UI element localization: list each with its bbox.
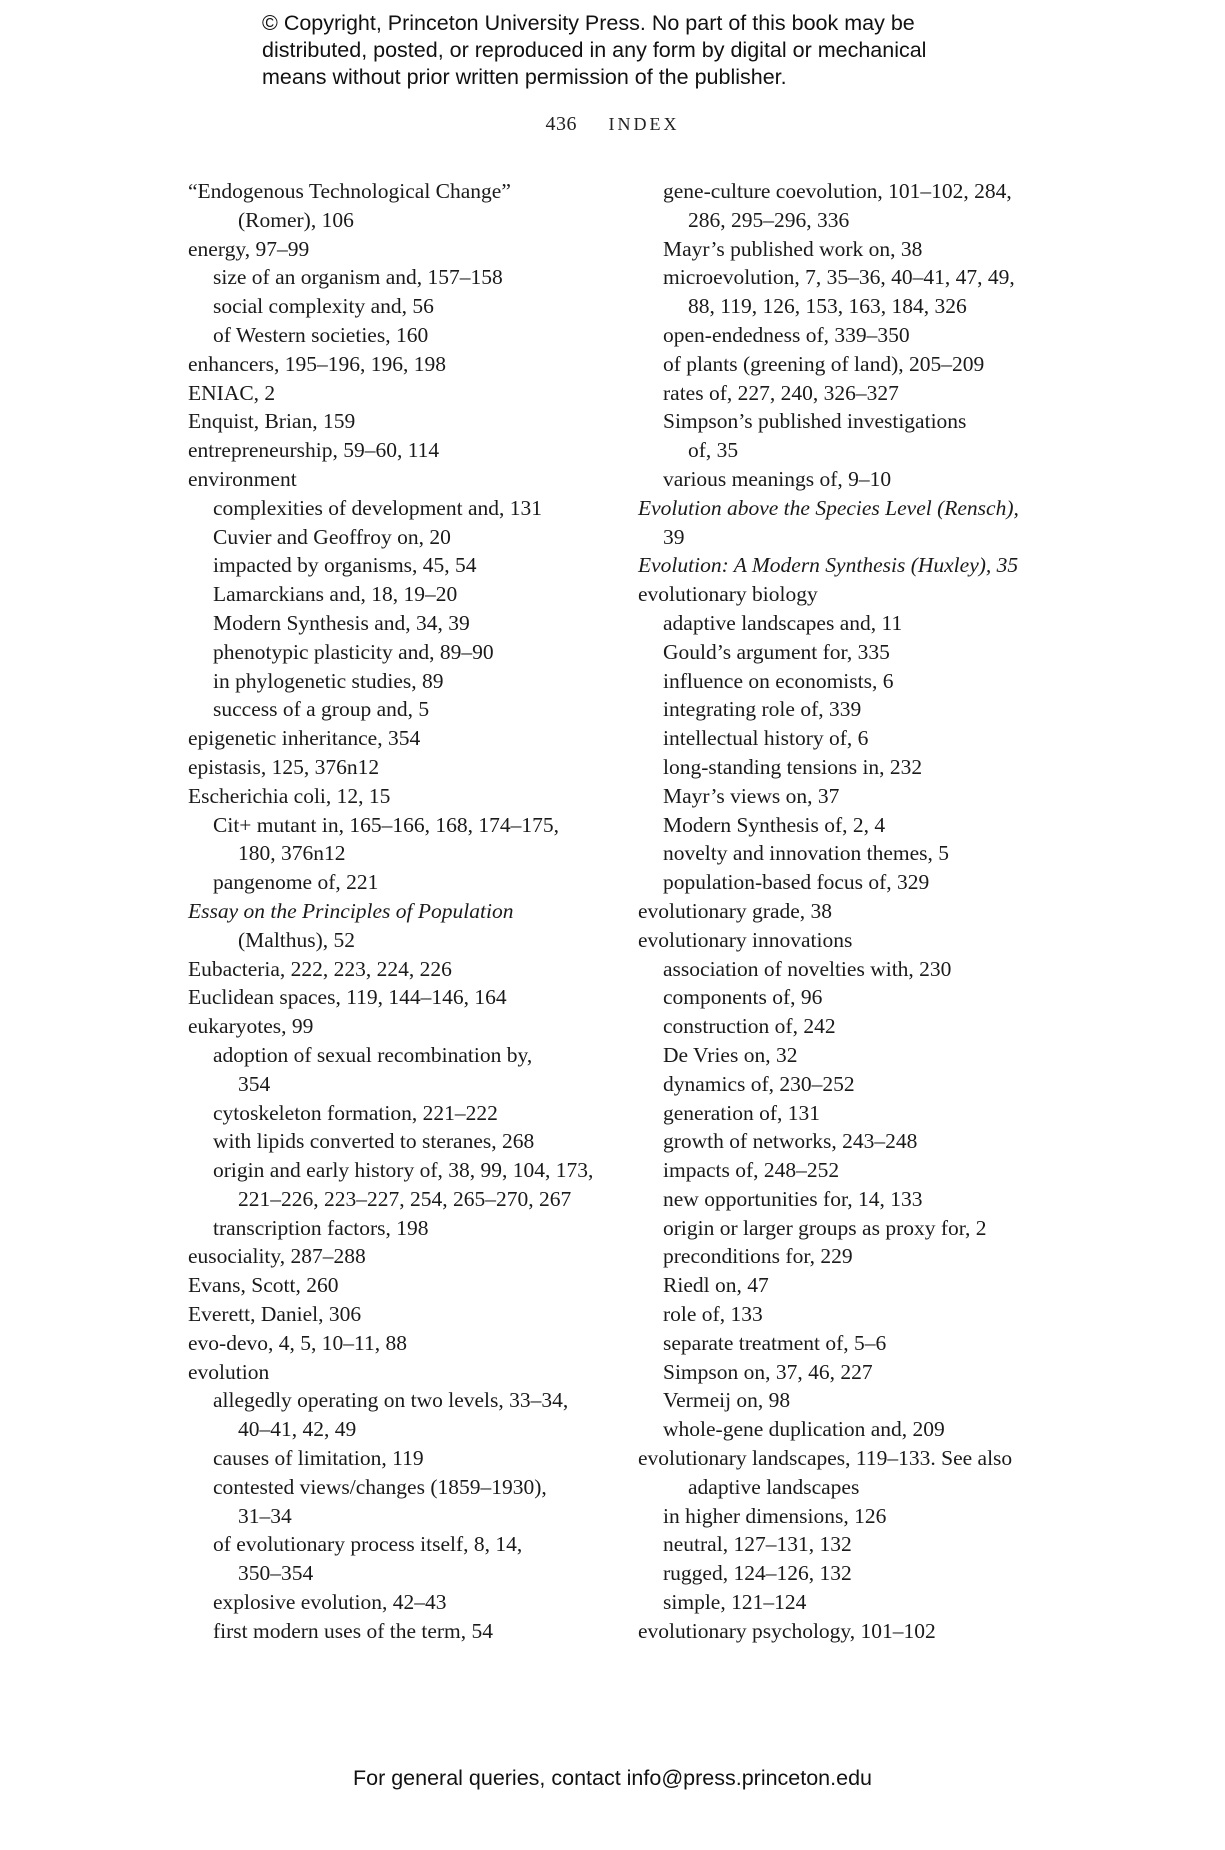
index-subentry-continuation: 350–354 [238,1561,314,1586]
index-subentry: of plants (greening of land), 205–209 [663,351,985,376]
index-subentry: various meanings of, 9–10 [663,466,892,491]
index-subentry: phenotypic plasticity and, 89–90 [213,639,494,664]
index-entry: evo-devo, 4, 5, 10–11, 88 [188,1330,407,1355]
index-subentry: with lipids converted to steranes, 268 [213,1129,535,1154]
index-subentry: allegedly operating on two levels, 33–34, [213,1388,569,1413]
index-subentry: construction of, 242 [663,1014,836,1039]
index-subentry: Cit+ mutant in, 165–166, 168, 174–175, [213,812,559,837]
index-entry: evolutionary biology [638,582,818,607]
index-subentry: De Vries on, 32 [663,1042,798,1067]
index-entry: Eubacteria, 222, 223, 224, 226 [188,956,452,981]
index-subentry: transcription factors, 198 [213,1215,429,1240]
index-subentry: of Western societies, 160 [213,322,429,347]
index-entry: entrepreneurship, 59–60, 114 [188,438,440,463]
index-subentry: separate treatment of, 5–6 [663,1330,887,1355]
index-entry: evolutionary psychology, 101–102 [638,1618,936,1643]
index-subentry: cytoskeleton formation, 221–222 [213,1100,498,1125]
index-subentry: of evolutionary process itself, 8, 14, [213,1532,523,1557]
index-subentry: size of an organism and, 157–158 [213,265,503,290]
index-subentry: causes of limitation, 119 [213,1446,424,1471]
index-subentry-continuation: 286, 295–296, 336 [688,207,850,232]
index-subentry: contested views/changes (1859–1930), [213,1474,547,1499]
index-subentry: intellectual history of, 6 [663,726,869,751]
index-subentry: first modern uses of the term, 54 [213,1618,494,1643]
index-subentry: impacted by organisms, 45, 54 [213,553,477,578]
index-entry: evolutionary grade, 38 [638,898,833,923]
index-entry: Evans, Scott, 260 [188,1273,339,1298]
index-entry: Evolution above the Species Level (Rensch), [638,495,1019,520]
index-right-column [638,177,1088,1646]
index-subentry: preconditions for, 229 [663,1244,853,1269]
index-subentry: explosive evolution, 42–43 [213,1590,447,1615]
index-entry: “Endogenous Technological Change” [188,179,511,203]
copyright-line: distributed, posted, or reproduced in any form by digital or mechanical [262,38,927,62]
index-subentry: origin or larger groups as proxy for, 2 [663,1215,987,1240]
index-entry: eukaryotes, 99 [188,1014,314,1039]
index-subentry: Lamarckians and, 18, 19–20 [213,582,458,607]
index-subentry: Simpson on, 37, 46, 227 [663,1359,873,1384]
index-subentry: population-based focus of, 329 [663,870,930,895]
page-number: 436 [545,113,577,135]
index-entry: Euclidean spaces, 119, 144–146, 164 [188,985,507,1010]
index-subentry: growth of networks, 243–248 [663,1129,918,1154]
index-subentry: Gould’s argument for, 335 [663,639,890,664]
index-subentry: long-standing tensions in, 232 [663,754,923,779]
index-subentry: origin and early history of, 38, 99, 104, 173, [213,1158,594,1183]
index-subentry: complexities of development and, 131 [213,495,542,520]
index-entry: epigenetic inheritance, 354 [188,726,421,751]
index-subentry: components of, 96 [663,985,823,1010]
index-subentry-continuation: 221–226, 223–227, 254, 265–270, 267 [238,1186,572,1211]
index-subentry-continuation: of, 35 [688,438,739,463]
index-subentry-continuation: 88, 119, 126, 153, 163, 184, 326 [688,294,967,319]
index-subentry: Modern Synthesis of, 2, 4 [663,812,886,837]
index-entry: Everett, Daniel, 306 [188,1302,362,1327]
index-subentry: impacts of, 248–252 [663,1158,840,1183]
index-subentry: Mayr’s published work on, 38 [663,236,923,261]
index-entry: Escherichia coli, 12, 15 [188,783,391,808]
copyright-notice [262,10,1022,91]
index-entry: evolutionary landscapes, 119–133. See also [638,1446,1013,1471]
index-subentry: adoption of sexual recombination by, [213,1042,533,1067]
index-subentry: Simpson’s published investigations [663,409,967,434]
copyright-line: means without prior written permission of the publisher. [262,65,787,89]
index-subentry: gene-culture coevolution, 101–102, 284, [663,179,1012,203]
index-subentry-continuation: 40–41, 42, 49 [238,1417,357,1442]
index-subentry: new opportunities for, 14, 133 [663,1186,923,1211]
index-entry: eusociality, 287–288 [188,1244,366,1269]
index-entry: Enquist, Brian, 159 [188,409,356,434]
index-subentry: Cuvier and Geoffroy on, 20 [213,524,451,549]
index-subentry: generation of, 131 [663,1100,821,1125]
index-left-column [188,177,638,1646]
index-subentry: association of novelties with, 230 [663,956,952,981]
index-subentry: in phylogenetic studies, 89 [213,668,444,693]
index-entry: evolutionary innovations [638,927,853,952]
index-entry-continuation: 39 [663,524,685,549]
index-subentry: social complexity and, 56 [213,294,434,319]
index-subentry: in higher dimensions, 126 [663,1503,887,1528]
index-subentry: dynamics of, 230–252 [663,1071,855,1096]
index-subentry: Modern Synthesis and, 34, 39 [213,610,470,635]
index-subentry: novelty and innovation themes, 5 [663,841,950,866]
index-entry: enhancers, 195–196, 196, 198 [188,351,446,376]
index-subentry: success of a group and, 5 [213,697,430,722]
index-subentry: simple, 121–124 [663,1590,807,1615]
index-subentry: open-endedness of, 339–350 [663,322,910,347]
index-subentry: Riedl on, 47 [663,1273,769,1298]
index-entry: epistasis, 125, 376n12 [188,754,380,779]
index-subentry: pangenome of, 221 [213,870,379,895]
index-subentry: influence on economists, 6 [663,668,894,693]
index-subentry: Mayr’s views on, 37 [663,783,840,808]
index-entry: ENIAC, 2 [188,380,276,405]
index-entry-continuation: (Romer), 106 [238,207,354,232]
running-head [0,113,1225,136]
index-subentry: Vermeij on, 98 [663,1388,791,1413]
section-title: INDEX [608,114,680,134]
index-entry: Essay on the Principles of Population [188,898,514,923]
index-subentry: integrating role of, 339 [663,697,862,722]
index-entry: Evolution: A Modern Synthesis (Huxley), 35 [638,553,1019,578]
index-subentry: whole-gene duplication and, 209 [663,1417,945,1442]
index-entry: evolution [188,1359,270,1384]
index-entry: environment [188,466,297,491]
index-subentry-continuation: 180, 376n12 [238,841,346,866]
index-entry: energy, 97–99 [188,236,310,261]
index-subentry: rugged, 124–126, 132 [663,1561,852,1586]
index-subentry: neutral, 127–131, 132 [663,1532,852,1557]
copyright-line: © Copyright, Princeton University Press. No part of this book may be [262,11,915,35]
index-entry-continuation: (Malthus), 52 [238,927,356,952]
index-entry-continuation: adaptive landscapes [688,1474,860,1499]
footer-contact: For general queries, contact info@press.princeton.edu [352,1766,872,1790]
index-subentry: microevolution, 7, 35–36, 40–41, 47, 49, [663,265,1015,290]
index-subentry: role of, 133 [663,1302,763,1327]
index-subentry: adaptive landscapes and, 11 [663,610,903,635]
index-subentry-continuation: 354 [238,1071,271,1096]
index-subentry: rates of, 227, 240, 326–327 [663,380,899,405]
index-subentry-continuation: 31–34 [238,1503,292,1528]
